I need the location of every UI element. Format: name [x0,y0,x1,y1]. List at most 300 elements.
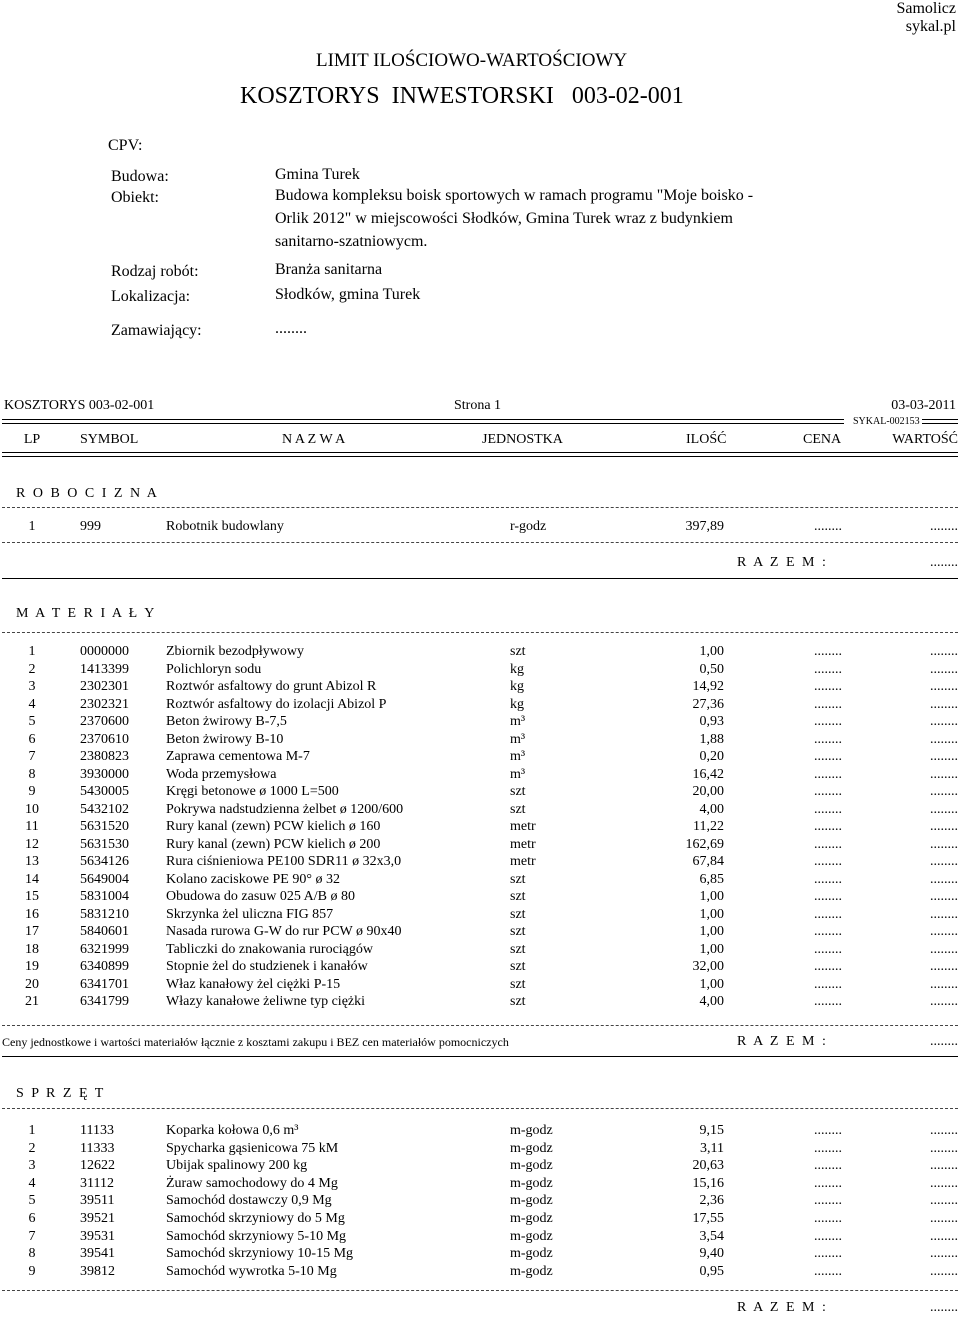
cell-lp: 10 [25,801,39,817]
cell-lp: 21 [25,994,39,1009]
cell-lp: 6 [28,1211,36,1226]
cell-value: ........ [930,749,958,764]
cell-value: ........ [930,836,958,852]
cell-symbol: 39531 [80,1228,115,1244]
col-lp: LP [23,432,41,447]
cell-unit: szt [510,784,526,799]
cell-value: ........ [930,1263,958,1279]
table-row [0,1264,960,1281]
razem-row-materialy [0,1034,960,1051]
cell-lp: 4 [28,1175,36,1191]
cell-symbol: 2370610 [80,731,129,747]
cell-name: Beton żwirowy B-10 [166,731,284,747]
col-price: CENA [803,432,842,447]
cell-price: ........ [814,696,842,712]
cell-name: Samochód skrzyniowy do 5 Mg [166,1211,345,1226]
cell-unit: m-godz [510,1158,553,1174]
cell-name: Włazy kanałowe żeliwne typ ciężki [166,994,366,1009]
cell-lp: 13 [25,854,39,869]
cell-unit: szt [510,959,526,974]
cell-value: ........ [930,976,958,992]
cell-value: ........ [930,1158,958,1174]
cell-name: Tabliczki do znakowania rurociągów [166,941,373,957]
cell-value: ........ [930,1211,958,1226]
cell-lp: 14 [25,871,39,887]
cell-qty: 397,89 [685,519,724,534]
cell-symbol: 2370600 [80,714,129,729]
cell-lp: 9 [28,784,36,799]
cell-name: Beton żwirowy B-7,5 [166,714,287,729]
cell-value: ........ [930,1228,958,1244]
cell-qty: 1,00 [699,906,724,922]
cell-symbol: 2302301 [80,679,129,694]
cell-lp: 9 [28,1263,36,1279]
cell-symbol: 5831004 [80,889,129,904]
cell-unit: m³ [510,749,526,764]
col-unit: JEDNOSTKA [482,432,563,447]
col-value: WARTOŚĆ [892,432,958,447]
cell-qty: 4,00 [699,801,724,817]
cell-qty: 16,42 [692,766,724,782]
cell-price: ........ [814,1211,842,1226]
cell-symbol: 2380823 [80,749,129,764]
cell-value: ........ [930,784,958,799]
cell-name: Samochód skrzyniowy 10-15 Mg [166,1246,354,1262]
cell-symbol: 5831210 [80,906,129,922]
cell-unit: metr [510,854,536,869]
cell-value: ........ [930,924,958,939]
cell-symbol: 5432102 [80,801,129,817]
cell-qty: 67,84 [692,854,724,869]
cell-qty: 14,92 [692,679,724,694]
razem-row-sprzet [0,1300,960,1317]
cell-symbol: 2302321 [80,696,129,712]
cell-symbol: 6340899 [80,959,129,974]
cell-name: Roztwór asfaltowy do izolacji Abizol P [166,696,387,712]
cell-value: ........ [930,1246,958,1262]
table-row [0,1123,960,1140]
cell-lp: 6 [28,731,36,747]
cell-qty: 0,93 [699,714,724,729]
obiekt-label: Obiekt: [111,189,159,206]
cell-unit: szt [510,941,526,957]
cell-name: Kręgi betonowe ø 1000 L=500 [166,784,339,799]
cell-price: ........ [814,854,842,869]
cell-qty: 15,16 [692,1175,724,1191]
cell-unit: szt [510,889,526,904]
cell-name: Obudowa do zasuw 025 A/B ø 80 [166,889,355,904]
source-line1: Samolicz [896,0,956,17]
cell-symbol: 3930000 [80,766,129,782]
cell-unit: szt [510,644,526,659]
col-qty: ILOŚĆ [686,432,727,447]
zamawiajacy-label: Zamawiający: [111,322,202,339]
table-row [0,1246,960,1263]
cell-price: ........ [814,889,842,904]
cell-name: Właz kanałowy żel ciężki P-15 [166,976,341,992]
obiekt-line2: Orlik 2012" w miejscowości Słodków, Gmina Turek wraz z budynkiem [275,210,733,227]
cell-qty: 3,11 [700,1140,724,1156]
cell-unit: m-godz [510,1175,553,1191]
cell-symbol: 31112 [80,1175,114,1191]
cell-qty: 9,40 [699,1246,724,1262]
cell-value: ........ [930,994,958,1009]
obiekt-line3: sanitarno-szatniowycm. [275,233,428,250]
cell-qty: 2,36 [699,1193,724,1209]
cell-name: Samochód skrzyniowy 5-10 Mg [166,1228,347,1244]
cell-lp: 12 [25,836,39,852]
cell-price: ........ [814,836,842,852]
table-row [0,1193,960,1210]
materialy-note: Ceny jednostkowe i wartości materiałów łącznie z kosztami zakupu i BEZ cen materiałów pomocniczych [2,1035,509,1049]
cell-qty: 0,50 [699,661,724,677]
razem-label: R A Z E M : [737,555,828,570]
table-row [0,837,960,854]
cell-price: ........ [814,714,842,729]
cell-lp: 3 [28,679,36,694]
cell-lp: 8 [28,1246,36,1262]
cell-unit: szt [510,924,526,939]
cell-price: ........ [814,924,842,939]
cell-price: ........ [814,766,842,782]
cell-price: ........ [814,941,842,957]
cell-name: Nasada rurowa G-W do rur PCW ø 90x40 [166,924,402,939]
cell-qty: 4,00 [699,994,724,1009]
cell-value: ........ [930,519,958,534]
cell-price: ........ [814,801,842,817]
cell-name: Robotnik budowlany [166,519,284,534]
cell-price: ........ [814,871,842,887]
cell-qty: 0,20 [699,749,724,764]
cell-qty: 3,54 [699,1228,724,1244]
lokalizacja-label: Lokalizacja: [111,288,191,305]
cell-qty: 32,00 [692,959,724,974]
divider [2,578,958,579]
lokalizacja-value: Słodków, gmina Turek [275,286,421,303]
cell-unit: metr [510,836,536,852]
table-row [0,1176,960,1193]
cell-lp: 1 [28,519,36,534]
cell-value: ........ [930,731,958,747]
cell-unit: kg [510,679,524,694]
divider [2,1056,958,1057]
col-symbol: SYMBOL [80,432,139,447]
table-row [0,714,960,731]
section-title-materialy: M A T E R I A Ł Y [16,606,157,621]
cell-unit: m-godz [510,1228,553,1244]
cell-price: ........ [814,1140,842,1156]
cell-qty: 17,55 [692,1211,724,1226]
cell-unit: kg [510,696,524,712]
cell-value: ........ [930,854,958,869]
cell-name: Kolano zaciskowe PE 90° ø 32 [166,871,340,887]
divider [2,507,958,508]
cell-unit: m-godz [510,1193,553,1209]
cell-name: Polichloryn sodu [166,661,262,677]
cell-qty: 20,63 [692,1158,724,1174]
table-row [0,819,960,836]
source-line2: sykal.pl [905,18,956,35]
table-row [0,977,960,994]
cell-value: ........ [930,644,958,659]
cell-price: ........ [814,1193,842,1209]
table-row [0,519,960,536]
table-row [0,644,960,661]
cell-qty: 0,95 [699,1263,724,1279]
table-row [0,994,960,1011]
cell-unit: metr [510,819,536,834]
table-row [0,872,960,889]
cell-symbol: 6321999 [80,941,129,957]
cell-lp: 1 [28,644,36,659]
cell-value: ........ [930,941,958,957]
cell-value: ........ [930,1193,958,1209]
razem-label: R A Z E M : [737,1034,828,1049]
cell-value: ........ [930,1123,958,1138]
cell-name: Roztwór asfaltowy do grunt Abizol R [166,679,377,694]
cell-symbol: 39812 [80,1263,115,1279]
cell-symbol: 0000000 [80,644,129,659]
cell-symbol: 12622 [80,1158,115,1174]
cell-name: Skrzynka żel uliczna FIG 857 [166,906,334,922]
cell-symbol: 5430005 [80,784,129,799]
doc-reference: KOSZTORYS 003-02-001 [4,398,155,413]
table-row [0,767,960,784]
table-row [0,907,960,924]
table-row [0,802,960,819]
cell-unit: r-godz [510,519,547,534]
cell-price: ........ [814,1175,842,1191]
cell-qty: 1,00 [699,924,724,939]
table-row [0,662,960,679]
cell-name: Zbiornik bezodpływowy [166,644,305,659]
cell-lp: 8 [28,766,36,782]
table-row [0,924,960,941]
cell-lp: 7 [28,749,36,764]
sykal-code: SYKAL-002153 [853,416,920,427]
cell-unit: m-godz [510,1140,553,1156]
cell-symbol: 11333 [80,1140,115,1156]
cell-value: ........ [930,819,958,834]
cell-name: Pokrywa nadstudzienna żelbet ø 1200/600 [166,801,404,817]
cell-name: Stopnie żel do studzienek i kanałów [166,959,368,974]
divider [2,632,958,633]
cell-qty: 1,00 [699,941,724,957]
cell-symbol: 39511 [80,1193,115,1209]
budowa-value: Gmina Turek [275,166,360,183]
cell-price: ........ [814,519,842,534]
cell-value: ........ [930,801,958,817]
table-row [0,1141,960,1158]
cell-value: ........ [930,889,958,904]
table-row [0,732,960,749]
table-row [0,942,960,959]
cell-value: ........ [930,679,958,694]
cell-value: ........ [930,871,958,887]
cell-name: Spycharka gąsienicowa 75 kM [166,1140,339,1156]
cell-price: ........ [814,1246,842,1262]
cell-name: Koparka kołowa 0,6 m³ [166,1123,299,1138]
cell-name: Rury kanal (zewn) PCW kielich ø 200 [166,836,381,852]
cell-value: ........ [930,1175,958,1191]
cell-lp: 17 [25,924,39,939]
cell-name: Rury kanal (zewn) PCW kielich ø 160 [166,819,381,834]
cell-price: ........ [814,644,842,659]
table-row [0,1211,960,1228]
cell-symbol: 5840601 [80,924,129,939]
budowa-label: Budowa: [111,168,169,185]
table-row [0,679,960,696]
cell-price: ........ [814,959,842,974]
cell-symbol: 6341701 [80,976,129,992]
cell-unit: szt [510,976,526,992]
rodzaj-label: Rodzaj robót: [111,263,199,280]
column-header-rule [2,452,958,457]
cell-lp: 16 [25,906,39,922]
cell-price: ........ [814,819,842,834]
table-row [0,697,960,714]
cell-symbol: 1413399 [80,661,129,677]
cell-price: ........ [814,906,842,922]
page-number: Strona 1 [454,398,502,413]
zamawiajacy-value: ........ [275,320,307,337]
cell-qty: 11,22 [693,819,724,834]
cell-price: ........ [814,1158,842,1174]
cell-qty: 27,36 [692,696,724,712]
cell-lp: 15 [25,889,39,904]
cell-unit: szt [510,871,526,887]
razem-row-robocizna [0,555,960,572]
cpv-label: CPV: [108,137,143,154]
cell-name: Rura ciśnieniowa PE100 SDR11 ø 32x3,0 [166,854,402,869]
razem-value: ........ [930,1034,958,1049]
cell-value: ........ [930,766,958,782]
cell-symbol: 5631530 [80,836,129,852]
cell-lp: 5 [28,1193,36,1209]
cell-unit: m-godz [510,1123,553,1138]
cell-price: ........ [814,976,842,992]
divider [2,1025,958,1026]
cell-qty: 6,85 [699,871,724,887]
table-row [0,959,960,976]
cell-price: ........ [814,1263,842,1279]
cell-name: Woda przemysłowa [166,766,277,782]
cell-unit: kg [510,661,524,677]
cell-value: ........ [930,714,958,729]
rodzaj-value: Branża sanitarna [275,261,383,278]
col-name: N A Z W A [282,432,346,447]
doc-date: 03-03-2011 [891,398,956,413]
cell-qty: 1,00 [699,889,724,904]
cell-qty: 20,00 [692,784,724,799]
cell-value: ........ [930,696,958,712]
cell-lp: 2 [28,661,36,677]
razem-label: R A Z E M : [737,1300,828,1315]
cell-symbol: 39521 [80,1211,115,1226]
section-title-robocizna: R O B O C I Z N A [16,486,159,501]
cell-unit: m³ [510,731,526,747]
cell-value: ........ [930,661,958,677]
cell-qty: 9,15 [699,1123,724,1138]
cell-qty: 1,00 [699,644,724,659]
cell-qty: 1,88 [699,731,724,747]
column-header-row [0,432,960,449]
section-title-sprzet: S P R Z Ę T [16,1086,106,1101]
cell-unit: m-godz [510,1211,553,1226]
cell-lp: 2 [28,1140,36,1156]
cell-value: ........ [930,906,958,922]
header-rule-left [2,419,844,424]
cell-unit: szt [510,906,526,922]
cell-price: ........ [814,661,842,677]
title-kosztorys: KOSZTORYS INWESTORSKI 003-02-001 [240,83,684,109]
cell-qty: 1,00 [699,976,724,992]
cell-name: Żuraw samochodowy do 4 Mg [166,1175,338,1191]
cell-lp: 18 [25,941,39,957]
table-row [0,1158,960,1175]
razem-value: ........ [930,1300,958,1315]
cell-symbol: 5649004 [80,871,129,887]
cell-name: Zaprawa cementowa M-7 [166,749,310,764]
cell-unit: szt [510,994,526,1009]
cell-unit: m-godz [510,1246,553,1262]
cell-lp: 20 [25,976,39,992]
cell-name: Samochód dostawczy 0,9 Mg [166,1193,332,1209]
cell-price: ........ [814,1228,842,1244]
table-row [0,1229,960,1246]
cell-value: ........ [930,959,958,974]
header-rule-right [922,419,958,424]
table-row [0,854,960,871]
cell-lp: 11 [25,819,39,834]
cell-price: ........ [814,784,842,799]
cell-symbol: 39541 [80,1246,115,1262]
divider [2,1290,958,1291]
cell-lp: 7 [28,1228,36,1244]
razem-value: ........ [930,555,958,570]
divider [2,542,958,543]
table-row [0,784,960,801]
cell-qty: 162,69 [685,836,724,852]
cell-symbol: 999 [80,519,101,534]
table-row [0,889,960,906]
cell-unit: szt [510,801,526,817]
table-row [0,749,960,766]
cell-price: ........ [814,749,842,764]
cell-symbol: 5634126 [80,854,129,869]
cell-price: ........ [814,679,842,694]
cell-lp: 19 [25,959,39,974]
cell-symbol: 11133 [80,1123,114,1138]
divider [2,1108,958,1109]
cell-symbol: 5631520 [80,819,129,834]
cell-price: ........ [814,994,842,1009]
cell-symbol: 6341799 [80,994,129,1009]
cell-lp: 1 [28,1123,36,1138]
obiekt-line1: Budowa kompleksu boisk sportowych w ramach programu "Moje boisko - [275,187,754,204]
cell-price: ........ [814,731,842,747]
cell-name: Ubijak spalinowy 200 kg [166,1158,308,1174]
cell-name: Samochód wywrotka 5-10 Mg [166,1263,337,1279]
cell-unit: m-godz [510,1263,553,1279]
cell-value: ........ [930,1140,958,1156]
cell-unit: m³ [510,766,526,782]
cell-lp: 3 [28,1158,36,1174]
cell-price: ........ [814,1123,842,1138]
title-limit: LIMIT ILOŚCIOWO-WARTOŚCIOWY [316,50,628,71]
cell-lp: 5 [28,714,36,729]
cell-lp: 4 [28,696,36,712]
